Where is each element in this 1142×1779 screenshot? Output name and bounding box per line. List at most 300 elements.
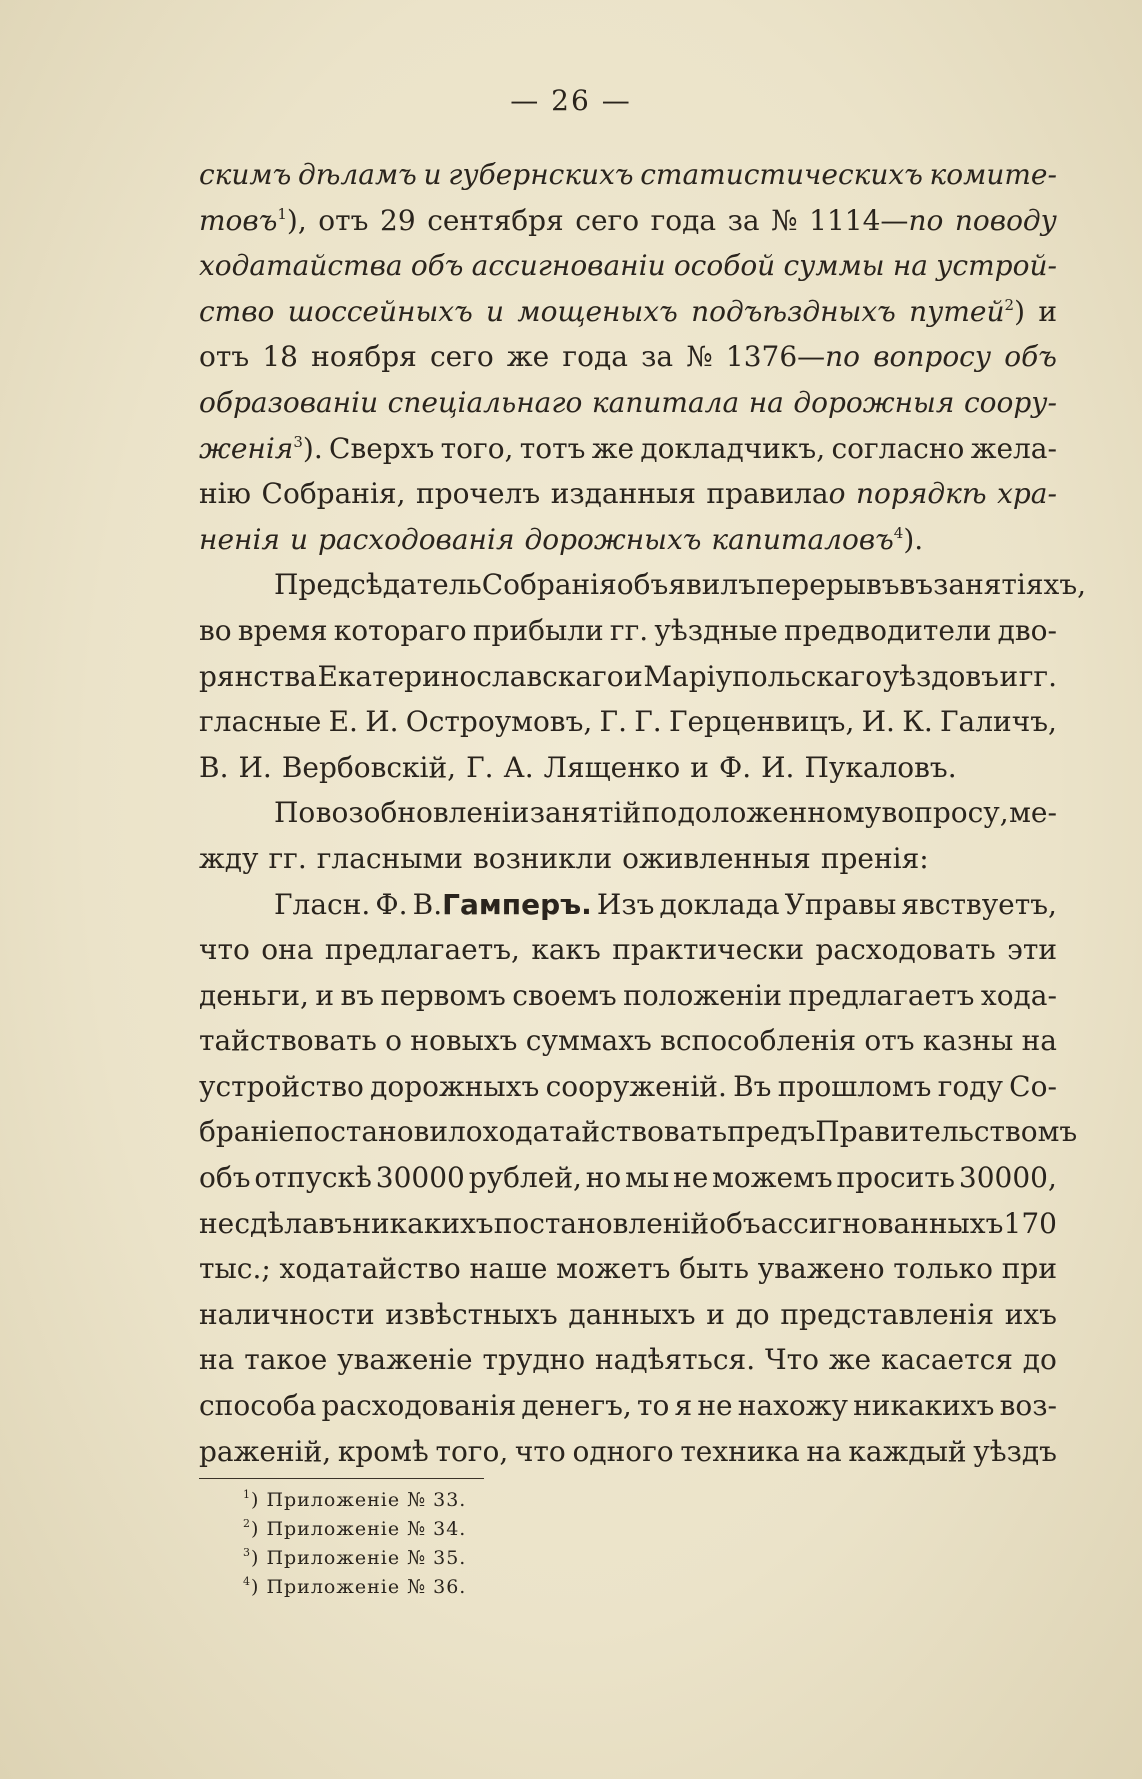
- word: [280, 1246, 461, 1292]
- text-line: [199, 745, 1057, 791]
- text-line: [199, 1292, 1057, 1338]
- word-text: какъ: [531, 933, 601, 967]
- word-text: суммы: [783, 249, 885, 283]
- word: [517, 289, 677, 335]
- word-text: уважено: [757, 1252, 885, 1286]
- word: [862, 699, 895, 745]
- word-text: же: [506, 340, 550, 374]
- word: [199, 973, 309, 1019]
- word-text: устрой-: [936, 249, 1057, 283]
- word-text: 30000: [375, 1161, 465, 1195]
- word-text: нахожу: [737, 1389, 848, 1423]
- word-text: Лященко: [543, 750, 681, 784]
- word: [909, 289, 1025, 335]
- footnote-text: ) Приложеніе № 34.: [251, 1518, 467, 1540]
- word-text: Г.: [466, 750, 494, 784]
- word: [298, 152, 417, 198]
- text-line: [199, 1155, 1057, 1201]
- word-text: дво-: [997, 613, 1057, 647]
- word: [612, 927, 804, 973]
- word-text: новыхъ: [410, 1024, 518, 1058]
- body-text: [199, 152, 1087, 1474]
- word: [923, 1018, 1013, 1064]
- word: [816, 927, 996, 973]
- word-text: и: [690, 750, 709, 784]
- word-text: только: [893, 1252, 994, 1286]
- word-text: Изъ: [596, 887, 655, 921]
- word: [815, 1109, 1077, 1155]
- word: [930, 152, 1057, 198]
- word-text: сего: [429, 340, 494, 374]
- word: [637, 1383, 669, 1429]
- word-text: и: [315, 978, 335, 1012]
- word: [521, 1383, 631, 1429]
- word: [719, 745, 751, 791]
- word-text: Ф.: [375, 887, 408, 921]
- text-line: [199, 1064, 1057, 1110]
- word-text: доклада: [659, 887, 780, 921]
- word: [482, 1337, 585, 1383]
- speaker-name: Гамперъ.: [442, 887, 592, 921]
- word-text: ).: [903, 522, 924, 556]
- word: [624, 654, 643, 700]
- word-text: дорожныя: [793, 385, 955, 419]
- word-text: прочелъ: [416, 477, 541, 511]
- word-text: въ: [899, 568, 934, 602]
- word-text: изданныя: [550, 477, 696, 511]
- footnote-number: 4: [243, 1575, 251, 1588]
- word-text: не: [199, 1206, 235, 1240]
- word-text: прибыли: [472, 613, 604, 647]
- word-text: комите-: [929, 158, 1057, 191]
- word: [329, 699, 358, 745]
- text-line: [199, 380, 1057, 426]
- text-line: [199, 882, 1057, 928]
- text-line: [199, 790, 1057, 836]
- word: [530, 790, 641, 836]
- word-text: гласными: [316, 841, 463, 875]
- word-text: хода-: [980, 978, 1057, 1012]
- word: [634, 699, 661, 745]
- word-text: Вербовскій,: [281, 750, 457, 784]
- text-line: [199, 562, 1087, 608]
- word: [546, 1064, 727, 1110]
- text-line: [199, 1246, 1057, 1292]
- word: [288, 289, 473, 335]
- word-text: объ: [1004, 340, 1057, 374]
- word: [727, 1109, 815, 1155]
- word: [274, 882, 370, 928]
- word: [352, 1201, 493, 1247]
- word: [771, 198, 798, 244]
- word-text: гг.: [268, 841, 307, 875]
- word: [466, 745, 493, 791]
- word-text: не: [673, 1161, 709, 1195]
- word-text: предлагаетъ,: [324, 933, 520, 967]
- word-text: и: [1038, 294, 1057, 328]
- word-text: жду: [199, 841, 259, 875]
- word-text: Ф.: [718, 750, 752, 784]
- word-text: тыс.;: [199, 1252, 271, 1286]
- word-text: казны: [922, 1024, 1014, 1058]
- word: [199, 517, 280, 563]
- word-text: шоссейныхъ: [287, 294, 473, 328]
- word: [274, 790, 315, 836]
- text-line: [199, 152, 1057, 198]
- word-text: же: [828, 1343, 872, 1377]
- word: [1000, 654, 1019, 700]
- word-text: уваженіе: [337, 1343, 473, 1377]
- word-text: согласно: [831, 431, 965, 465]
- word: [660, 882, 780, 928]
- word-text: Сверхъ: [329, 431, 435, 465]
- word: [317, 654, 623, 700]
- word: [673, 1155, 708, 1201]
- word: [1007, 927, 1057, 973]
- word-text: А.: [503, 750, 534, 784]
- text-line: [199, 243, 1057, 289]
- word: [761, 745, 794, 791]
- word-text: на: [1021, 1024, 1057, 1058]
- word: [413, 882, 592, 928]
- word: [706, 471, 845, 517]
- word: [435, 1429, 508, 1475]
- footnote-ref: 4: [893, 523, 904, 542]
- word: [448, 152, 633, 198]
- word: [971, 426, 1057, 472]
- word: [199, 1018, 377, 1064]
- word-text: можетъ: [556, 1252, 671, 1286]
- word: [551, 471, 696, 517]
- word: [262, 334, 298, 380]
- word: [643, 654, 882, 700]
- word-text: отъ: [199, 340, 250, 374]
- word: [199, 927, 250, 973]
- word-text: наше: [469, 1252, 548, 1286]
- word-text: 18: [262, 340, 298, 374]
- word: [568, 1292, 695, 1338]
- word: [1005, 1292, 1057, 1338]
- word: [337, 1337, 472, 1383]
- word-text: года: [650, 203, 717, 237]
- word: [697, 1383, 732, 1429]
- word-text: о: [385, 1024, 402, 1058]
- word-text: никакихъ: [853, 1389, 995, 1423]
- word: [856, 471, 987, 517]
- footnote-ref: 3: [293, 432, 303, 451]
- word: [1019, 654, 1057, 700]
- word-text: сдѣлавъ: [234, 1206, 353, 1240]
- word-text: К.: [902, 705, 933, 739]
- word: [199, 699, 321, 745]
- word-text: Е.: [328, 705, 358, 739]
- word-text: извѣстныхъ: [385, 1297, 558, 1331]
- word: [556, 1246, 670, 1292]
- word: [882, 790, 1009, 836]
- word-text: товъ: [199, 203, 278, 237]
- word: [883, 654, 999, 700]
- word: [317, 836, 463, 882]
- word-text: того,: [435, 1434, 509, 1468]
- word-text: сооруженій.: [545, 1069, 727, 1103]
- word-text: нію: [199, 477, 251, 511]
- word: [675, 1383, 693, 1429]
- word: [1004, 334, 1057, 380]
- word-text: Г.: [634, 705, 662, 739]
- word: [586, 1155, 622, 1201]
- word-text: объ: [709, 1206, 761, 1240]
- word-text: на: [806, 1434, 842, 1468]
- word: [761, 1201, 1004, 1247]
- word: [1023, 1337, 1057, 1383]
- word-text: скимъ: [199, 158, 292, 191]
- word: [981, 973, 1057, 1019]
- word: [690, 745, 709, 791]
- word: [756, 562, 900, 608]
- word-text: подъѣздныхъ: [691, 294, 896, 328]
- word-text: Въ: [733, 1069, 772, 1103]
- text-line: [199, 1201, 1057, 1247]
- word-text: ноября: [311, 340, 417, 374]
- word-text: на: [748, 385, 784, 419]
- word: [290, 517, 308, 563]
- word: [595, 1337, 755, 1383]
- footnote-number: 2: [243, 1517, 251, 1530]
- word: [311, 334, 417, 380]
- word-text: способа: [199, 1389, 317, 1423]
- word: [526, 1018, 652, 1064]
- word: [316, 790, 530, 836]
- word-text: что: [514, 1434, 566, 1468]
- word-text: году: [937, 1069, 1003, 1103]
- word-text: оживленныя: [622, 841, 811, 875]
- word-text: ходатайствовать: [482, 1115, 728, 1149]
- word: [515, 1429, 566, 1475]
- footnotes: [243, 1486, 466, 1602]
- text-line: [199, 608, 1057, 654]
- word-text: но: [585, 1161, 622, 1195]
- text-line: [199, 426, 1057, 472]
- word: [788, 973, 974, 1019]
- word-text: прошломъ: [777, 1069, 932, 1103]
- page-number: — 26 —: [510, 84, 632, 117]
- word-text: явствуетъ,: [901, 887, 1057, 921]
- word-text: до: [735, 1297, 770, 1331]
- word: [385, 1018, 402, 1064]
- word-text: рублей,: [468, 1161, 582, 1195]
- word-text: особой: [673, 249, 776, 283]
- word-text: И.: [861, 705, 895, 739]
- word: [274, 562, 482, 608]
- word-text: В.: [199, 750, 229, 784]
- word: [424, 152, 442, 198]
- word-text: хра-: [997, 477, 1057, 511]
- text-line: [199, 1018, 1057, 1064]
- word-text: 170: [1003, 1206, 1057, 1240]
- word-text: браніе: [199, 1115, 295, 1149]
- word-text: на: [892, 249, 928, 283]
- word-text: эти: [1007, 933, 1057, 967]
- word: [873, 334, 991, 380]
- word-text: суммахъ: [525, 1024, 652, 1058]
- word-text: И.: [761, 750, 795, 784]
- word: [199, 1337, 234, 1383]
- footnote-ref: 1: [277, 204, 287, 223]
- word: [199, 608, 232, 654]
- word-text: соору-: [963, 385, 1057, 419]
- word: [804, 745, 956, 791]
- word: [268, 836, 306, 882]
- word: [749, 380, 784, 426]
- footnote: [243, 1573, 466, 1602]
- word-text: представленія: [780, 1297, 995, 1331]
- word: [711, 517, 923, 563]
- word: [998, 608, 1057, 654]
- word-text: 1114—: [809, 203, 909, 237]
- word-text: уѣздные: [654, 613, 778, 647]
- word-text: постановленій: [493, 1206, 710, 1240]
- word: [199, 745, 228, 791]
- text-line: [199, 1109, 1078, 1155]
- word-text: вспособленія: [660, 1024, 857, 1058]
- word: [562, 334, 627, 380]
- word-text: время: [237, 613, 328, 647]
- word-text: Гласн.: [274, 887, 371, 921]
- word-text: капитала: [591, 385, 740, 419]
- word-text: И.: [365, 705, 399, 739]
- word-text: постановило: [294, 1115, 483, 1149]
- word-text: о: [828, 477, 846, 511]
- word: [881, 1337, 1013, 1383]
- word-text: 1376—: [725, 340, 826, 374]
- word-text: Герценвицъ,: [668, 705, 855, 739]
- word-text: и: [423, 158, 442, 191]
- word: [199, 289, 274, 335]
- word-text: рянства: [199, 659, 317, 693]
- word: [592, 426, 634, 472]
- word-text: и: [706, 1297, 725, 1331]
- word: [427, 198, 564, 244]
- footnote-text: ) Приложеніе № 36.: [251, 1576, 467, 1598]
- word: [654, 608, 777, 654]
- word-text: наличности: [199, 1297, 375, 1331]
- word: [738, 1383, 848, 1429]
- text-line: [199, 198, 1057, 244]
- word-text: пренія:: [820, 841, 929, 875]
- word: [244, 1337, 327, 1383]
- word: [410, 1018, 517, 1064]
- word: [238, 608, 328, 654]
- word: [199, 152, 291, 198]
- word-text: трудно: [482, 1343, 586, 1377]
- word-text: и: [624, 659, 643, 693]
- word-text: ство: [199, 294, 275, 328]
- word-text: занятій: [529, 796, 642, 830]
- word-text: отъ: [318, 203, 369, 237]
- word: [295, 1109, 483, 1155]
- word-text: такое: [244, 1343, 328, 1377]
- word: [544, 745, 681, 791]
- word: [893, 243, 928, 289]
- word: [388, 380, 583, 426]
- word-text: не: [697, 1389, 733, 1423]
- footnote-text: ) Приложеніе № 35.: [251, 1547, 467, 1569]
- word-text: быть: [679, 1252, 750, 1286]
- word: [679, 1246, 749, 1292]
- word: [199, 1246, 271, 1292]
- word: [864, 1018, 914, 1064]
- footnote-divider: [199, 1478, 484, 1479]
- word: [199, 380, 378, 426]
- word-text: дорожныхъ: [524, 522, 702, 556]
- word: [199, 1383, 316, 1429]
- word-text: что: [199, 933, 250, 967]
- word: [831, 426, 964, 472]
- word-text: денегъ,: [521, 1389, 632, 1423]
- word: [199, 836, 258, 882]
- word: [199, 471, 251, 517]
- word-text: положеніи: [623, 978, 782, 1012]
- word: [199, 1201, 234, 1247]
- text-line: [199, 1337, 1057, 1383]
- word-text: возникли: [472, 841, 613, 875]
- word-text: котораго: [333, 613, 467, 647]
- word-text: 30000,: [958, 1161, 1057, 1195]
- word: [900, 562, 934, 608]
- word: [430, 334, 494, 380]
- word-text: И.: [238, 750, 272, 784]
- word-text: объ: [199, 1161, 251, 1195]
- text-line: [199, 699, 1057, 745]
- word: [238, 745, 271, 791]
- word-text: практически: [612, 933, 805, 967]
- word-text: каждый: [848, 1434, 967, 1468]
- word: [473, 836, 612, 882]
- word: [765, 1337, 819, 1383]
- word-text: Со-: [1009, 1069, 1057, 1103]
- word-text: Галичъ,: [940, 705, 1057, 739]
- word-text: ихъ: [1004, 1297, 1057, 1331]
- word-text: при: [1001, 1252, 1057, 1286]
- word: [837, 1155, 956, 1201]
- word: [848, 1429, 966, 1475]
- word-text: и: [999, 659, 1019, 693]
- word: [778, 1064, 932, 1110]
- word: [641, 334, 673, 380]
- word: [964, 380, 1057, 426]
- word-text: ассигнованныхъ: [760, 1206, 1004, 1240]
- word: [441, 426, 514, 472]
- word: [726, 334, 860, 380]
- word: [199, 654, 317, 700]
- footnote-number: 3: [243, 1546, 251, 1559]
- word: [623, 973, 782, 1019]
- word-text: до: [1022, 1343, 1057, 1377]
- word: [1038, 289, 1057, 335]
- word-text: Г.: [599, 705, 627, 739]
- word: [1009, 790, 1057, 836]
- footnote: [243, 1544, 466, 1573]
- word-text: Предсѣдатель: [274, 568, 482, 602]
- word-text: перерывъ: [756, 568, 900, 602]
- word-text: Екатеринославскаго: [317, 659, 624, 693]
- word-text: расходовать: [815, 933, 996, 967]
- word-text: возобновленіи: [315, 796, 530, 830]
- word-text: мы: [625, 1161, 670, 1195]
- word-text: никакихъ: [352, 1206, 494, 1240]
- word: [520, 426, 586, 472]
- word-text: ).: [302, 431, 323, 465]
